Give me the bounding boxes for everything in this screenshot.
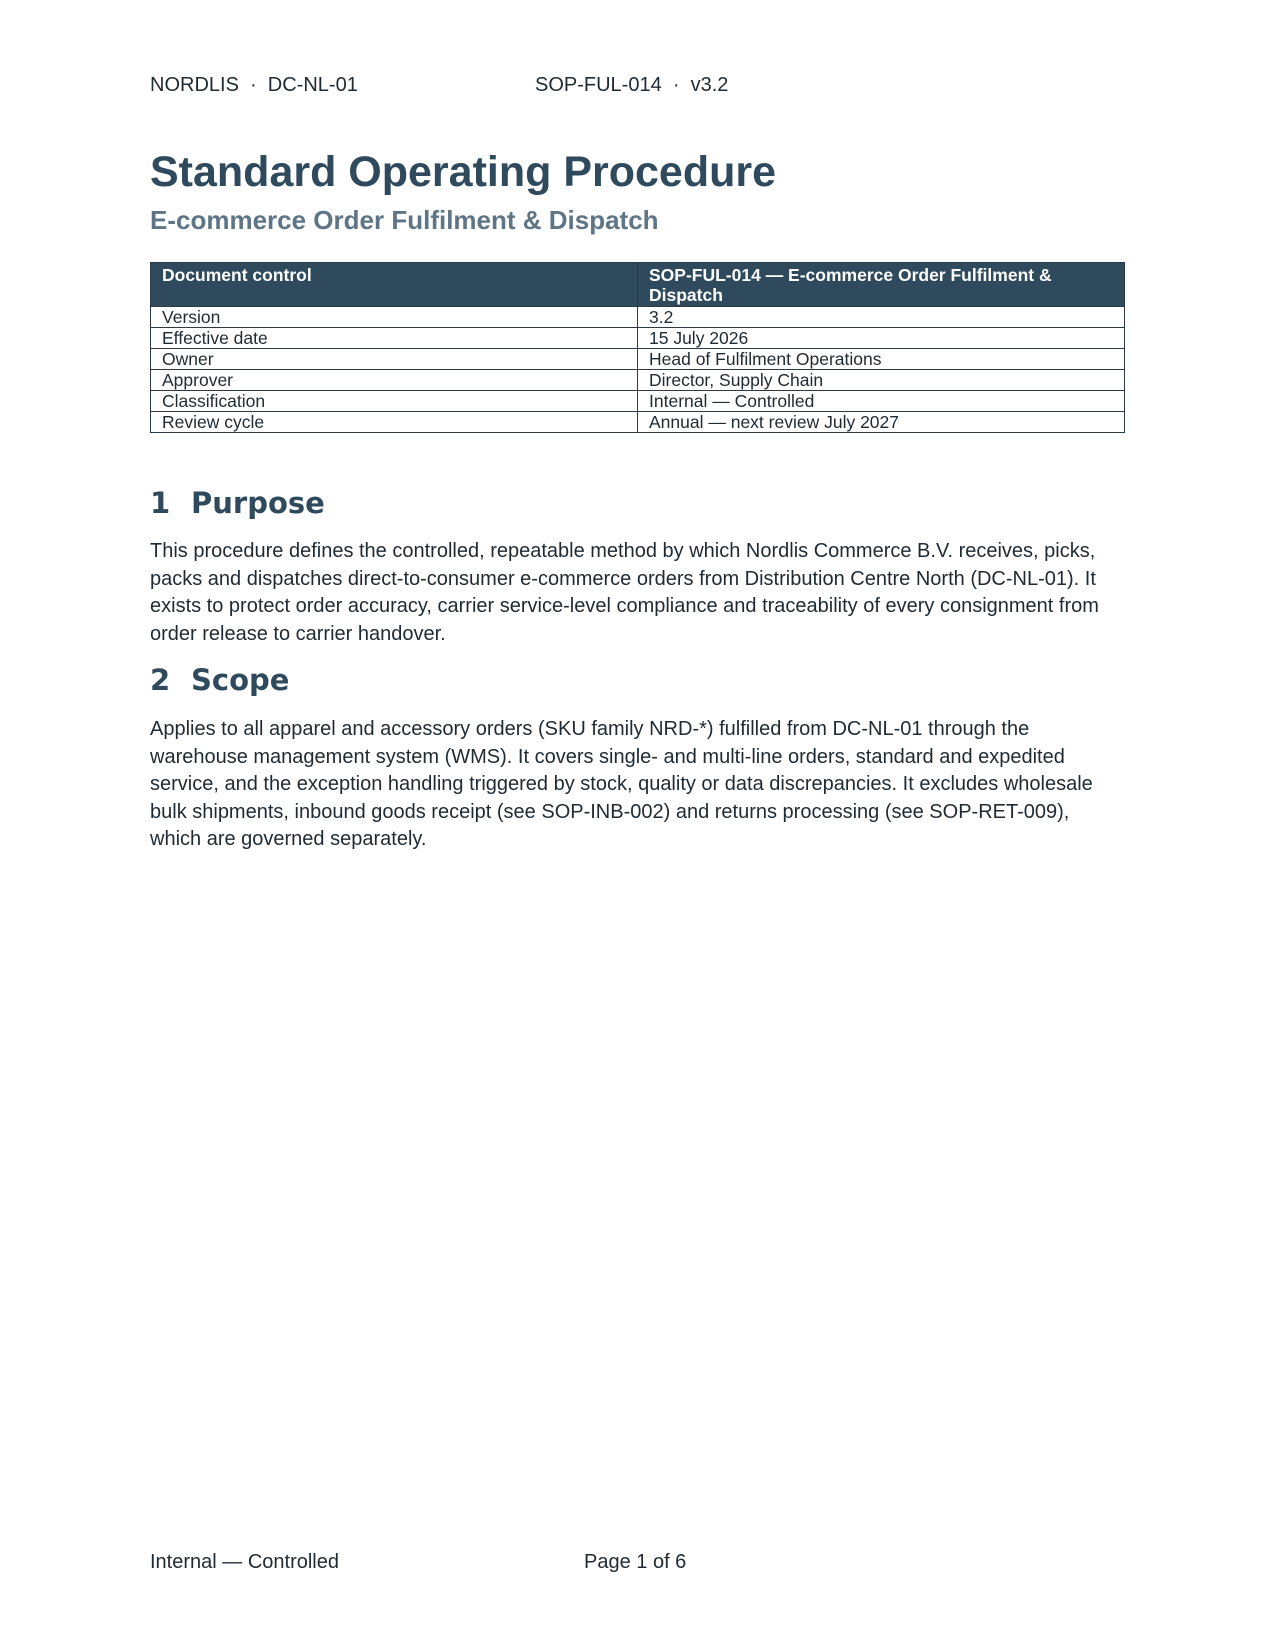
header-org-site: NORDLIS · DC-NL-01 [150,74,358,96]
section-heading-scope [150,663,289,697]
table-row [151,412,1125,433]
page-footer [150,1551,1125,1577]
document-title: Standard Operating Procedure [150,148,777,196]
table-header-row [151,263,1125,307]
document-control-table [150,262,1125,433]
table-cell-label: Approver [151,370,638,391]
table-cell-label: Owner [151,349,638,370]
table-cell-label: Version [151,307,638,328]
page-header [150,74,1125,100]
section-number: 1 [150,486,171,520]
table-row [151,370,1125,391]
table-row [151,328,1125,349]
table-cell-value: Head of Fulfilment Operations [638,349,1125,370]
table-cell-label: Classification [151,391,638,412]
section-number: 2 [150,663,171,697]
footer-classification: Internal — Controlled [150,1551,339,1573]
table-cell-value: 15 July 2026 [638,328,1125,349]
section-title: Purpose [191,486,325,520]
table-row [151,349,1125,370]
document-subtitle: E-commerce Order Fulfilment & Dispatch [150,205,659,235]
table-cell-value: Internal — Controlled [638,391,1125,412]
table-cell-label: Review cycle [151,412,638,433]
table-cell-value: 3.2 [638,307,1125,328]
table-row [151,307,1125,328]
table-header-cell: SOP-FUL-014 — E-commerce Order Fulfilment & Dispatch [638,263,1125,307]
table-cell-value: Annual — next review July 2027 [638,412,1125,433]
header-doc-id: SOP-FUL-014 · v3.2 [535,74,729,96]
page-number: Page 1 of 6 [584,1551,687,1573]
table-cell-label: Effective date [151,328,638,349]
table-cell-value: Director, Supply Chain [638,370,1125,391]
section-title: Scope [191,663,290,697]
section-body-scope: Applies to all apparel and accessory orders (SKU family NRD-*) fulfilled from DC-NL-01 through the warehouse management system (WMS). It covers single- and multi-line orders, standard and expedited service, and the exception handling triggered by stock, quality or data discrepancies. It excludes wholesale bulk shipments, inbound goods receipt (see SOP-INB-002) and returns processing (see SOP-RET-009), which are governed separately. [150,718,1093,850]
table-header-cell: Document control [151,263,638,307]
section-body-purpose: This procedure defines the controlled, repeatable method by which Nordlis Commerce B.V. receives, picks, packs and dispatches direct-to-consumer e-commerce orders from Distribution Centre North (DC-NL-01). It exists to protect order accuracy, carrier service-level compliance and traceability of every consignment from order release to carrier handover. [150,540,1099,645]
section-heading-purpose [150,486,325,520]
table-row [151,391,1125,412]
